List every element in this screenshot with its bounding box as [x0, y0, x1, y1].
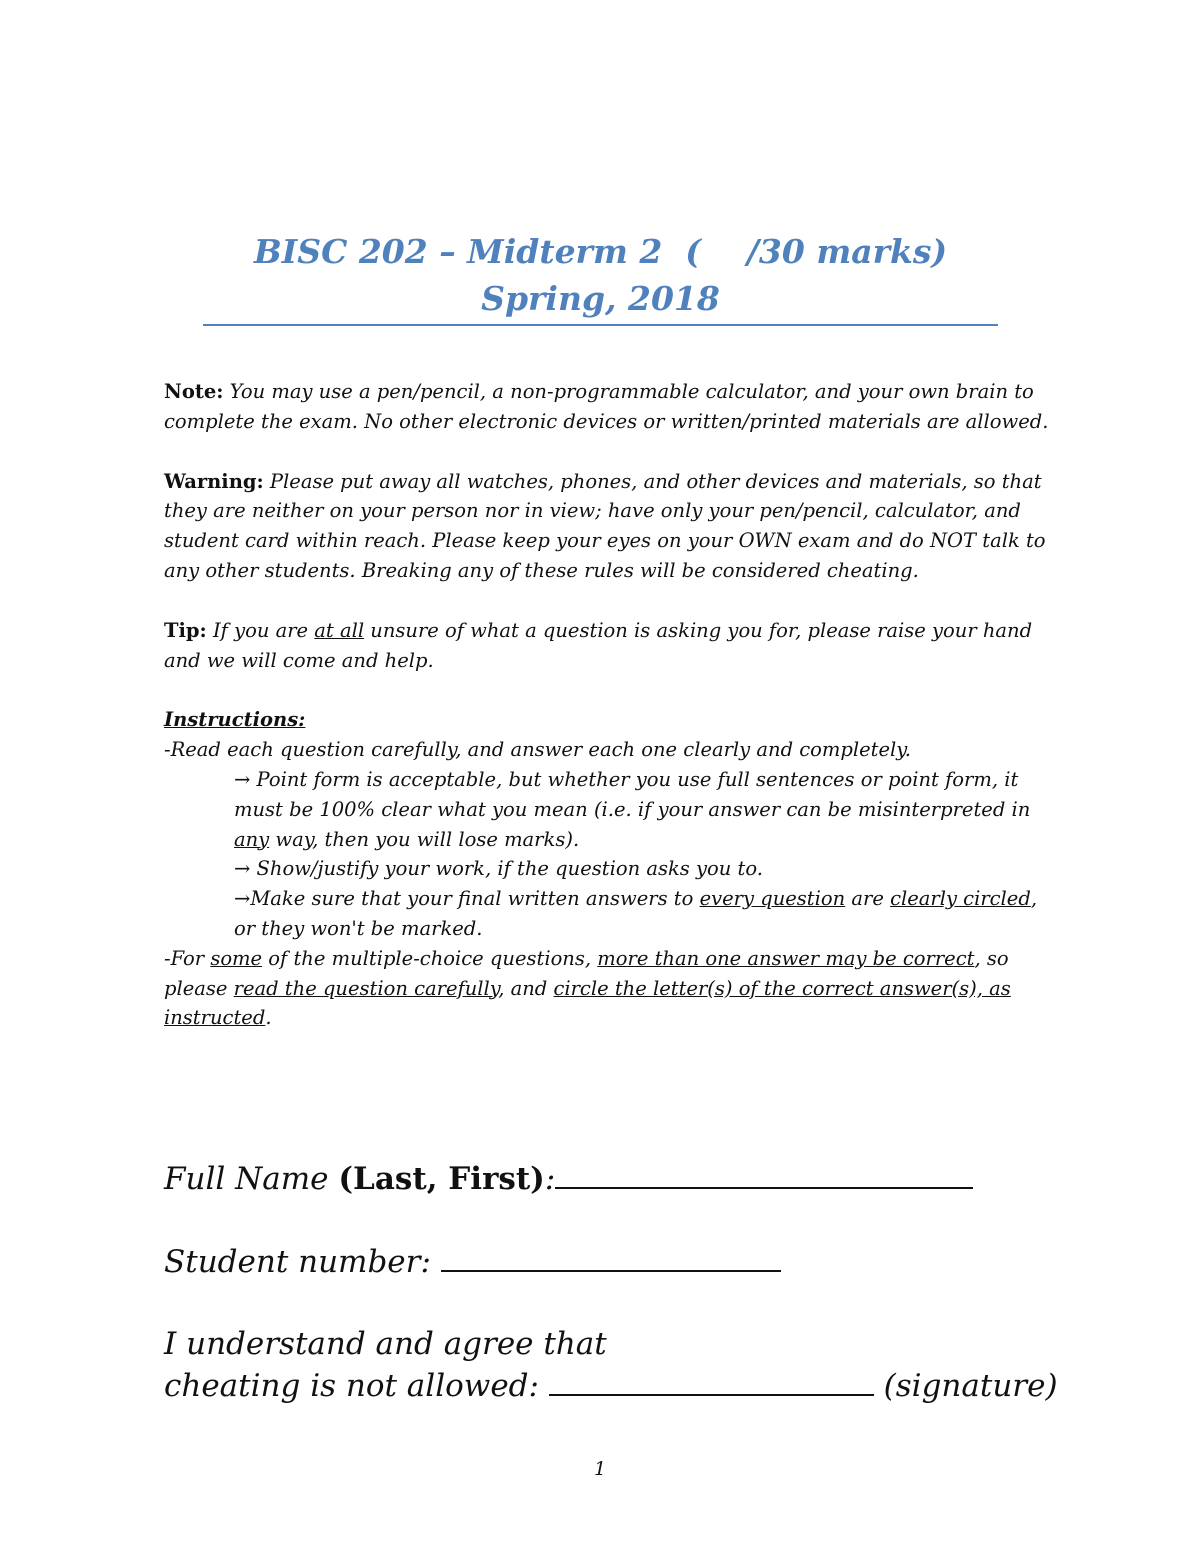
exam-term: Spring, 2018 — [481, 279, 720, 318]
instruction-bullet-2: → Show/justify your work, if the question asks you to. — [234, 857, 763, 881]
instructions-heading: Instructions: — [164, 708, 306, 732]
warning-label: Warning: — [164, 469, 264, 493]
arrow-right-icon: → — [234, 767, 251, 791]
warning-text: Please put away all watches, phones, and other devices and materials, so that they are neither on your person nor in view; have only your pen/pencil, calculator, and student card within reach. Please keep your eyes on your OWN exam and do NOT talk to any other students. Breaking any of these rules will be considered cheating. — [164, 469, 1046, 582]
tip-label: Tip: — [164, 618, 207, 642]
student-number-blank[interactable] — [441, 1242, 781, 1272]
instruction-bullet-3: →Make sure that your final written answers to every question are clearly circled, or they won't be marked. — [234, 887, 1038, 940]
note-paragraph — [164, 377, 1064, 437]
instruction-bullet-1: → Point form is acceptable, but whether you use full sentences or point form, it must be 100% clear what you mean (i.e. if your answer can be misinterpreted in any way, then you will lose marks). — [234, 767, 1031, 851]
exam-title: BISC 202 – Midterm 2 ( /30 marks) — [253, 232, 948, 271]
student-number-field: Student number: — [164, 1241, 1064, 1283]
exam-rules — [164, 377, 1064, 1033]
agreement-line-2: cheating is not allowed: (signature) — [164, 1368, 1058, 1404]
agreement-line-1: I understand and agree that — [164, 1326, 607, 1362]
arrow-right-icon: → — [234, 857, 251, 881]
exam-title-block — [203, 228, 998, 326]
warning-paragraph — [164, 467, 1064, 586]
page-number: 1 — [593, 1458, 607, 1480]
instruction-line-2: -For some of the multiple-choice questions, more than one answer may be correct, so please read the question carefully, and circle the letter(s) of the correct answer(s), as instructed. — [164, 946, 1011, 1030]
tip-paragraph: Tip: If you are at all unsure of what a question is asking you for, please raise your hand and we will come and help. — [164, 618, 1033, 672]
full-name-blank[interactable] — [555, 1159, 973, 1189]
signature-field — [164, 1323, 1064, 1407]
signature-blank[interactable] — [549, 1366, 874, 1396]
note-text: You may use a pen/pencil, a non-programmable calculator, and your own brain to complete the exam. No other electronic devices or written/printed materials are allowed. — [164, 380, 1049, 433]
instruction-line-1: -Read each question carefully, and answer each one clearly and completely. — [164, 738, 911, 762]
arrow-right-icon: → — [234, 887, 251, 911]
note-label: Note: — [164, 380, 224, 403]
full-name-field: Full Name (Last, First): — [164, 1158, 1064, 1200]
